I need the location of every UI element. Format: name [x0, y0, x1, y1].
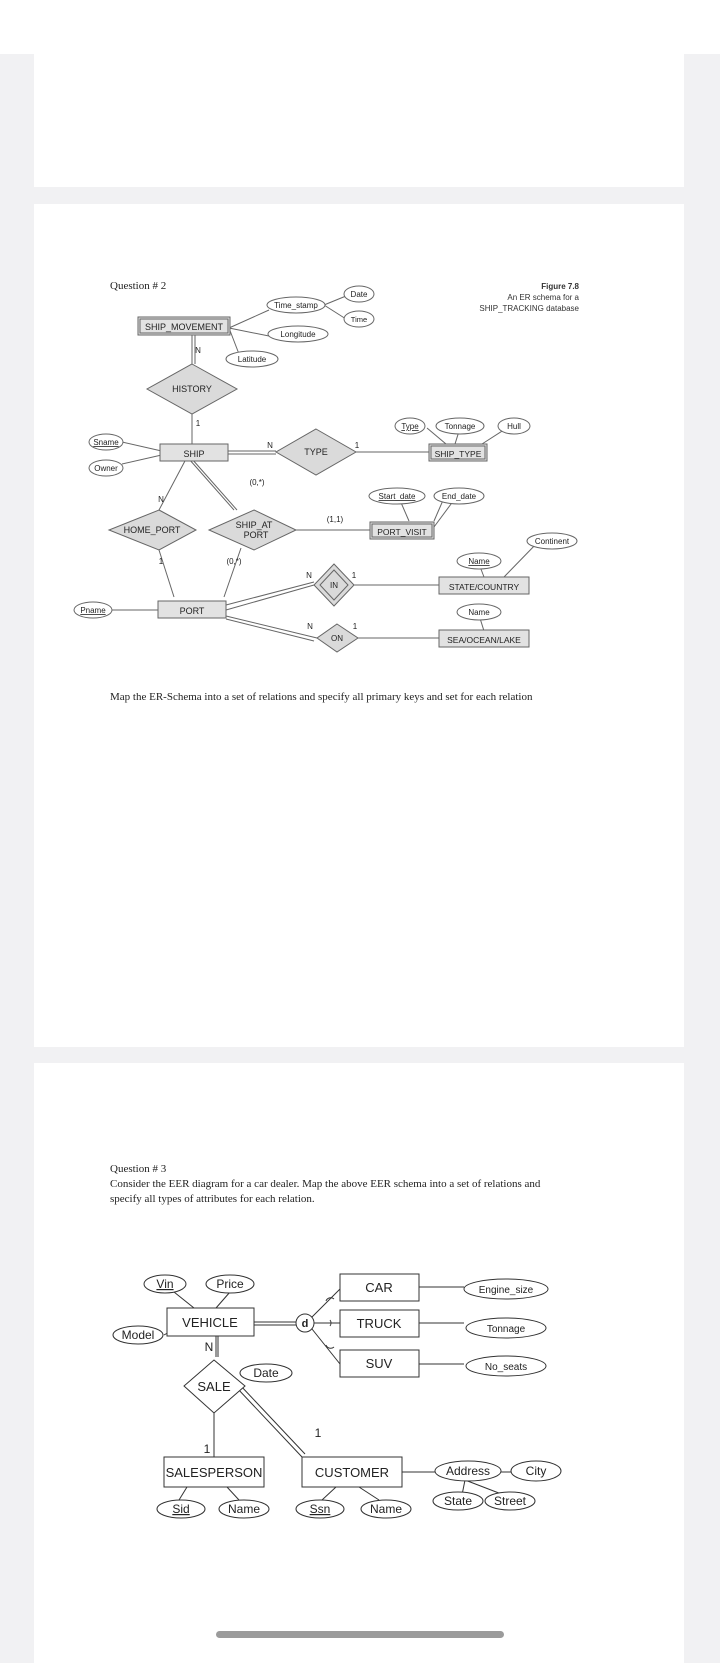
card-on-n: N — [307, 622, 313, 631]
truck-label: TRUCK — [356, 1316, 402, 1331]
question-3-text-line2: specify all types of attributes for each relation. — [110, 1193, 315, 1205]
question-3-text — [110, 1177, 610, 1207]
date-text: Date — [350, 290, 368, 299]
card-homeport-1: 1 — [158, 557, 164, 566]
car-label: CAR — [365, 1280, 393, 1295]
card-shipat-ship: (0,*) — [249, 478, 265, 487]
question-2-label: Question # 2 — [110, 280, 167, 292]
owner-text: Owner — [94, 464, 118, 473]
sea-ocean-lake-label: SEA/OCEAN/LAKE — [447, 635, 521, 645]
salesperson-label: SALESPERSON — [165, 1465, 263, 1480]
city-text: City — [525, 1464, 547, 1478]
ship-type-label: SHIP_TYPE — [434, 449, 482, 459]
ship-tracking-er-diagram — [34, 274, 684, 654]
time-stamp-text: Time_stamp — [274, 301, 318, 310]
question-2-instruction: Map the ER-Schema into a set of relations and specify all primary keys and set for each relation — [110, 691, 533, 703]
longitude-text: Longitude — [280, 330, 316, 339]
port-visit-label: PORT_VISIT — [377, 527, 427, 537]
start-date-text: Start_date — [378, 492, 416, 501]
state-name-text: Name — [468, 557, 490, 566]
tonnage-text: Tonnage — [444, 422, 476, 431]
home-indicator[interactable] — [216, 1631, 504, 1638]
customer-label: CUSTOMER — [314, 1465, 390, 1480]
time-text: Time — [350, 315, 368, 324]
type-label: TYPE — [304, 447, 328, 457]
tonnage-q3-text: Tonnage — [486, 1324, 526, 1335]
latitude-text: Latitude — [237, 355, 267, 364]
sale-label: SALE — [197, 1379, 231, 1394]
card-in-1: 1 — [351, 571, 357, 580]
pname-text: Pname — [80, 606, 106, 615]
on-label: ON — [331, 634, 343, 643]
price-text: Price — [216, 1277, 244, 1291]
card-type-1: 1 — [354, 441, 360, 450]
sea-name-text: Name — [468, 608, 490, 617]
engine-size-text: Engine_size — [478, 1285, 534, 1296]
card-customer-1: 1 — [314, 1426, 322, 1440]
ship-at-label: SHIP_AT — [235, 520, 273, 530]
sp-name-text: Name — [227, 1502, 261, 1516]
sname-text: Sname — [93, 438, 119, 447]
vehicle-label: VEHICLE — [182, 1315, 238, 1330]
figure-title: Figure 7.8 — [541, 282, 579, 291]
card-in-n: N — [306, 571, 312, 580]
end-date-text: End_date — [441, 492, 477, 501]
document-page-3 — [34, 1063, 684, 1663]
model-text: Model — [121, 1328, 155, 1342]
suv-label: SUV — [365, 1356, 393, 1371]
hull-text: Hull — [507, 422, 521, 431]
no-seats-text: No_seats — [484, 1362, 528, 1373]
ssn-text: Ssn — [309, 1502, 331, 1516]
state-text: State — [443, 1494, 473, 1508]
state-country-label: STATE/COUNTRY — [448, 582, 520, 592]
card-vehicle-n: N — [204, 1340, 214, 1354]
ship-at-port-label: PORT — [243, 530, 269, 540]
history-label: HISTORY — [172, 384, 212, 394]
type-attr-text: Type — [401, 422, 419, 431]
address-text: Address — [445, 1464, 491, 1478]
date-q3-text: Date — [253, 1366, 279, 1380]
ship-movement-label: SHIP_MOVEMENT — [144, 322, 224, 332]
question-3-label: Question # 3 — [110, 1163, 167, 1175]
vin-text: Vin — [156, 1277, 174, 1291]
card-history-n: N — [195, 346, 201, 355]
card-homeport-n: N — [158, 495, 164, 504]
in-label: IN — [330, 581, 338, 590]
cust-name-text: Name — [369, 1502, 403, 1516]
home-port-label: HOME_PORT — [123, 525, 181, 535]
continent-text: Continent — [534, 537, 570, 546]
figure-caption-line1: An ER schema for a — [507, 293, 579, 302]
car-dealer-eer-diagram — [34, 1233, 684, 1533]
card-shipat-port: (0,*) — [226, 557, 242, 566]
card-on-1: 1 — [352, 622, 358, 631]
sid-text: Sid — [172, 1502, 190, 1516]
card-history-1: 1 — [195, 419, 201, 428]
card-shipat-visit: (1,1) — [326, 515, 344, 524]
street-text: Street — [493, 1494, 527, 1508]
disjoint-label: d — [301, 1318, 309, 1330]
card-type-n: N — [267, 441, 273, 450]
document-page-2 — [34, 204, 684, 1047]
document-page-1 — [34, 0, 684, 187]
figure-caption-line2: SHIP_TRACKING database — [479, 304, 579, 313]
ship-label: SHIP — [183, 449, 205, 459]
question-3-text-line1: Consider the EER diagram for a car dealer. Map the above EER schema into a set of relations and — [110, 1178, 541, 1190]
card-salesperson-1: 1 — [203, 1442, 211, 1456]
port-label: PORT — [179, 606, 205, 616]
